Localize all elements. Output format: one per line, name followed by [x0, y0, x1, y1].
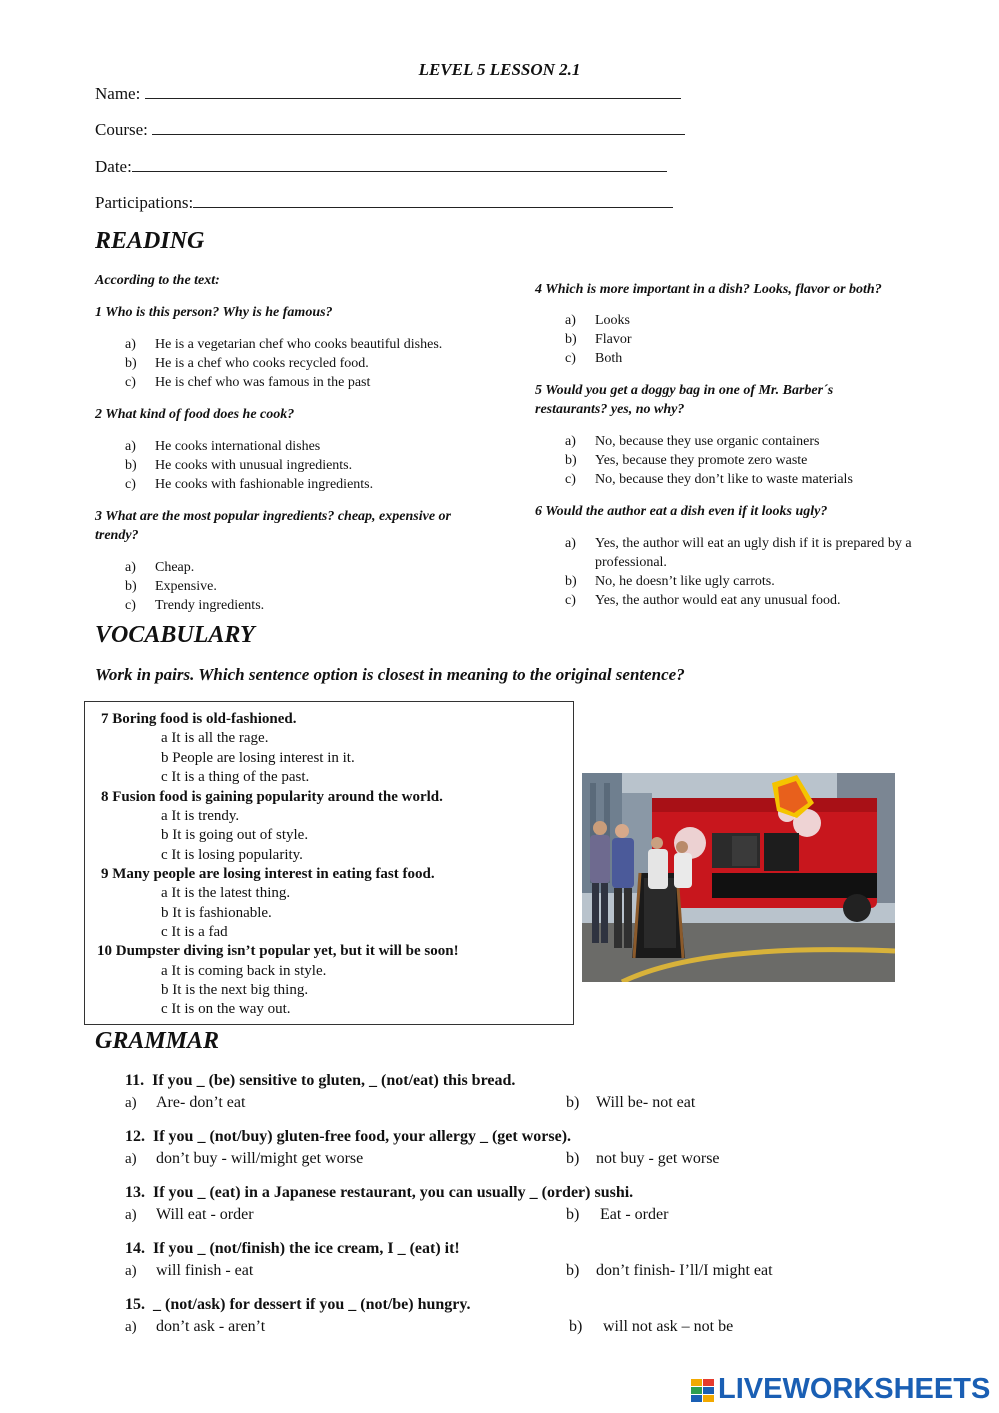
question-6-options — [565, 534, 920, 610]
worksheet-title: LEVEL 5 LESSON 2.1 — [418, 60, 581, 79]
grammar-option-a[interactable]: a) Are- don’t eat — [125, 1094, 246, 1111]
grammar-option-b[interactable]: b) Eat - order — [566, 1206, 669, 1223]
question-5: 5 Would you get a doggy bag in one of Mr. Barber´s restaurants? yes, no why? — [535, 383, 834, 417]
option[interactable]: c) Both — [565, 351, 623, 366]
option[interactable]: a) He is a vegetarian chef who cooks beautiful dishes. — [125, 337, 443, 352]
question-4: 4 Which is more important in a dish? Looks, flavor or both? — [535, 282, 882, 297]
grammar-heading: GRAMMAR — [95, 1028, 220, 1054]
date-label: Date: — [95, 157, 132, 176]
vocabulary-heading: VOCABULARY — [95, 622, 255, 648]
grammar-question-15 — [125, 1296, 471, 1314]
date-blank[interactable] — [132, 157, 667, 172]
vocab-option[interactable]: c It is on the way out. — [161, 1001, 291, 1017]
option[interactable]: c) No, because they don’t like to waste materials — [565, 472, 853, 487]
grammar-question-11 — [125, 1072, 515, 1090]
question-text: If you _ (eat) in a Japanese restaurant, you can usually _ (order) sushi. — [153, 1184, 634, 1201]
vocab-option[interactable]: a It is the latest thing. — [161, 885, 291, 901]
liveworksheets-logo-text: LIVEWORKSHEETS — [718, 1373, 991, 1405]
grammar-option-b[interactable]: b) Will be- not eat — [566, 1094, 696, 1111]
option[interactable]: a) Looks — [565, 313, 630, 328]
course-label: Course: — [95, 120, 148, 139]
grammar-option-a[interactable]: a) will finish - eat — [125, 1262, 254, 1279]
question-number: 14. — [125, 1240, 145, 1257]
question-number: 13. — [125, 1184, 145, 1201]
vocab-option[interactable]: b It is going out of style. — [161, 827, 309, 843]
grammar-question-13 — [125, 1184, 633, 1202]
vocab-option[interactable]: c It is a thing of the past. — [161, 769, 310, 785]
grammar-option-b[interactable]: b) don’t finish- I’ll/I might eat — [566, 1262, 773, 1279]
question-3-options — [125, 558, 485, 615]
grammar-option-b[interactable]: b) will not ask – not be — [569, 1318, 734, 1335]
question-1-options — [125, 335, 485, 392]
grammar-option-a[interactable]: a) Will eat - order — [125, 1206, 254, 1223]
course-blank[interactable] — [152, 120, 685, 135]
name-field — [95, 84, 681, 104]
participations-field — [95, 193, 673, 213]
option[interactable]: b) He is a chef who cooks recycled food. — [125, 356, 369, 371]
question-text: _ (not/ask) for dessert if you _ (not/be) hungry. — [153, 1296, 471, 1313]
course-field — [95, 120, 685, 140]
option[interactable]: a) He cooks international dishes — [125, 439, 321, 454]
question-text: If you _ (not/finish) the ice cream, I _ (eat) it! — [153, 1240, 460, 1257]
vocab-option[interactable]: b It is fashionable. — [161, 905, 272, 921]
vocab-option[interactable]: a It is coming back in style. — [161, 963, 327, 979]
question-1: 1 Who is this person? Why is he famous? — [95, 305, 333, 320]
food-truck-photo — [582, 773, 895, 982]
question-2-options — [125, 437, 485, 494]
option[interactable]: b) Yes, because they promote zero waste — [565, 453, 808, 468]
question-4-options — [565, 311, 910, 368]
vocab-option[interactable]: b It is the next big thing. — [161, 982, 309, 998]
name-label: Name: — [95, 84, 141, 103]
participations-blank[interactable] — [193, 193, 673, 208]
liveworksheets-logo-icon — [690, 1377, 716, 1403]
grammar-option-a[interactable]: a) don’t buy - will/might get worse — [125, 1150, 364, 1167]
option[interactable]: c) Trendy ingredients. — [125, 598, 265, 613]
reading-heading: READING — [95, 228, 205, 254]
vocab-option[interactable]: b People are losing interest in it. — [161, 750, 355, 766]
option[interactable]: a) No, because they use organic containers — [565, 434, 820, 449]
option[interactable]: b) He cooks with unusual ingredients. — [125, 458, 353, 473]
option[interactable]: b) Expensive. — [125, 579, 217, 594]
vocabulary-instruction: Work in pairs. Which sentence option is closest in meaning to the original sentence? — [95, 665, 685, 684]
vocab-option[interactable]: c It is losing popularity. — [161, 847, 303, 863]
vocab-option[interactable]: a It is all the rage. — [161, 730, 269, 746]
option[interactable]: a) Yes, the author will eat an ugly dish if it is prepared by a professional. — [565, 536, 912, 570]
option[interactable]: b) No, he doesn’t like ugly carrots. — [565, 574, 775, 589]
question-number: 12. — [125, 1128, 145, 1145]
grammar-question-14 — [125, 1240, 460, 1258]
question-5-options — [565, 432, 910, 489]
option[interactable]: c) He is chef who was famous in the past — [125, 375, 371, 390]
grammar-option-a[interactable]: a) don’t ask - aren’t — [125, 1318, 266, 1335]
liveworksheets-logo[interactable] — [690, 1373, 990, 1406]
question-number: 11. — [125, 1072, 145, 1089]
question-3: 3 What are the most popular ingredients? cheap, expensive or trendy? — [95, 509, 451, 543]
reading-intro: According to the text: — [95, 273, 220, 288]
question-6: 6 Would the author eat a dish even if it looks ugly? — [535, 504, 828, 519]
vocab-question-8: 8 Fusion food is gaining popularity around the world. — [101, 789, 443, 805]
option[interactable]: b) Flavor — [565, 332, 632, 347]
vocab-question-7: 7 Boring food is old-fashioned. — [101, 711, 297, 727]
vocabulary-box — [84, 701, 574, 1025]
vocab-question-10: 10 Dumpster diving isn’t popular yet, but it will be soon! — [97, 943, 459, 959]
question-2: 2 What kind of food does he cook? — [95, 407, 295, 422]
question-text: If you _ (be) sensitive to gluten, _ (not/eat) this bread. — [152, 1072, 516, 1089]
grammar-option-b[interactable]: b) not buy - get worse — [566, 1150, 720, 1167]
name-blank[interactable] — [145, 84, 681, 99]
vocab-question-9: 9 Many people are losing interest in eating fast food. — [101, 866, 435, 882]
vocab-option[interactable]: c It is a fad — [161, 924, 228, 940]
question-text: If you _ (not/buy) gluten-free food, your allergy _ (get worse). — [153, 1128, 572, 1145]
question-number: 15. — [125, 1296, 145, 1313]
option[interactable]: c) He cooks with fashionable ingredients. — [125, 477, 374, 492]
option[interactable]: c) Yes, the author would eat any unusual food. — [565, 593, 841, 608]
date-field — [95, 157, 667, 177]
vocab-option[interactable]: a It is trendy. — [161, 808, 240, 824]
grammar-question-12 — [125, 1128, 571, 1146]
participations-label: Participations: — [95, 193, 194, 212]
option[interactable]: a) Cheap. — [125, 560, 195, 575]
